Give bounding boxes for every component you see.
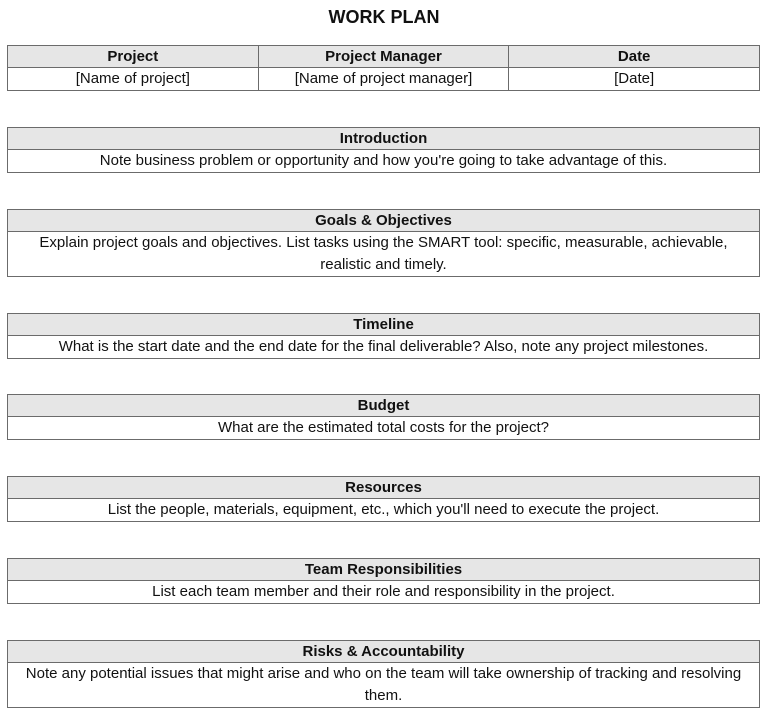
section-body[interactable]: Note any potential issues that might arise and who on the team will take ownership of tracking and resolving them.: [8, 663, 760, 708]
section-body[interactable]: What is the start date and the end date for the final deliverable? Also, note any project milestones.: [8, 336, 760, 359]
section-heading: Team Responsibilities: [8, 559, 760, 581]
section-team-responsibilities: [7, 558, 760, 604]
section-body[interactable]: What are the estimated total costs for the project?: [8, 417, 760, 440]
section-heading: Timeline: [8, 314, 760, 336]
section-risks-accountability: [7, 640, 760, 708]
column-header-project-manager: Project Manager: [258, 46, 509, 68]
column-header-project: Project: [8, 46, 259, 68]
project-info-table: [7, 45, 760, 91]
section-heading: Introduction: [8, 128, 760, 150]
section-timeline: [7, 313, 760, 359]
column-header-date: Date: [509, 46, 760, 68]
project-manager-cell[interactable]: [Name of project manager]: [258, 68, 509, 91]
page-title: WORK PLAN: [328, 7, 440, 27]
section-budget: [7, 394, 760, 440]
section-body[interactable]: Explain project goals and objectives. List tasks using the SMART tool: specific, measurable, achievable, realistic and timely.: [8, 232, 760, 277]
section-resources: [7, 476, 760, 522]
section-body[interactable]: List the people, materials, equipment, etc., which you'll need to execute the project.: [8, 499, 760, 522]
section-introduction: [7, 127, 760, 173]
section-body[interactable]: List each team member and their role and responsibility in the project.: [8, 581, 760, 604]
section-heading: Goals & Objectives: [8, 210, 760, 232]
section-heading: Risks & Accountability: [8, 641, 760, 663]
section-goals-objectives: [7, 209, 760, 277]
section-heading: Budget: [8, 395, 760, 417]
table-header-row: [8, 46, 760, 68]
table-row: [8, 68, 760, 91]
date-cell[interactable]: [Date]: [509, 68, 760, 91]
project-name-cell[interactable]: [Name of project]: [8, 68, 259, 91]
section-heading: Resources: [8, 477, 760, 499]
section-body[interactable]: Note business problem or opportunity and how you're going to take advantage of this.: [8, 150, 760, 173]
